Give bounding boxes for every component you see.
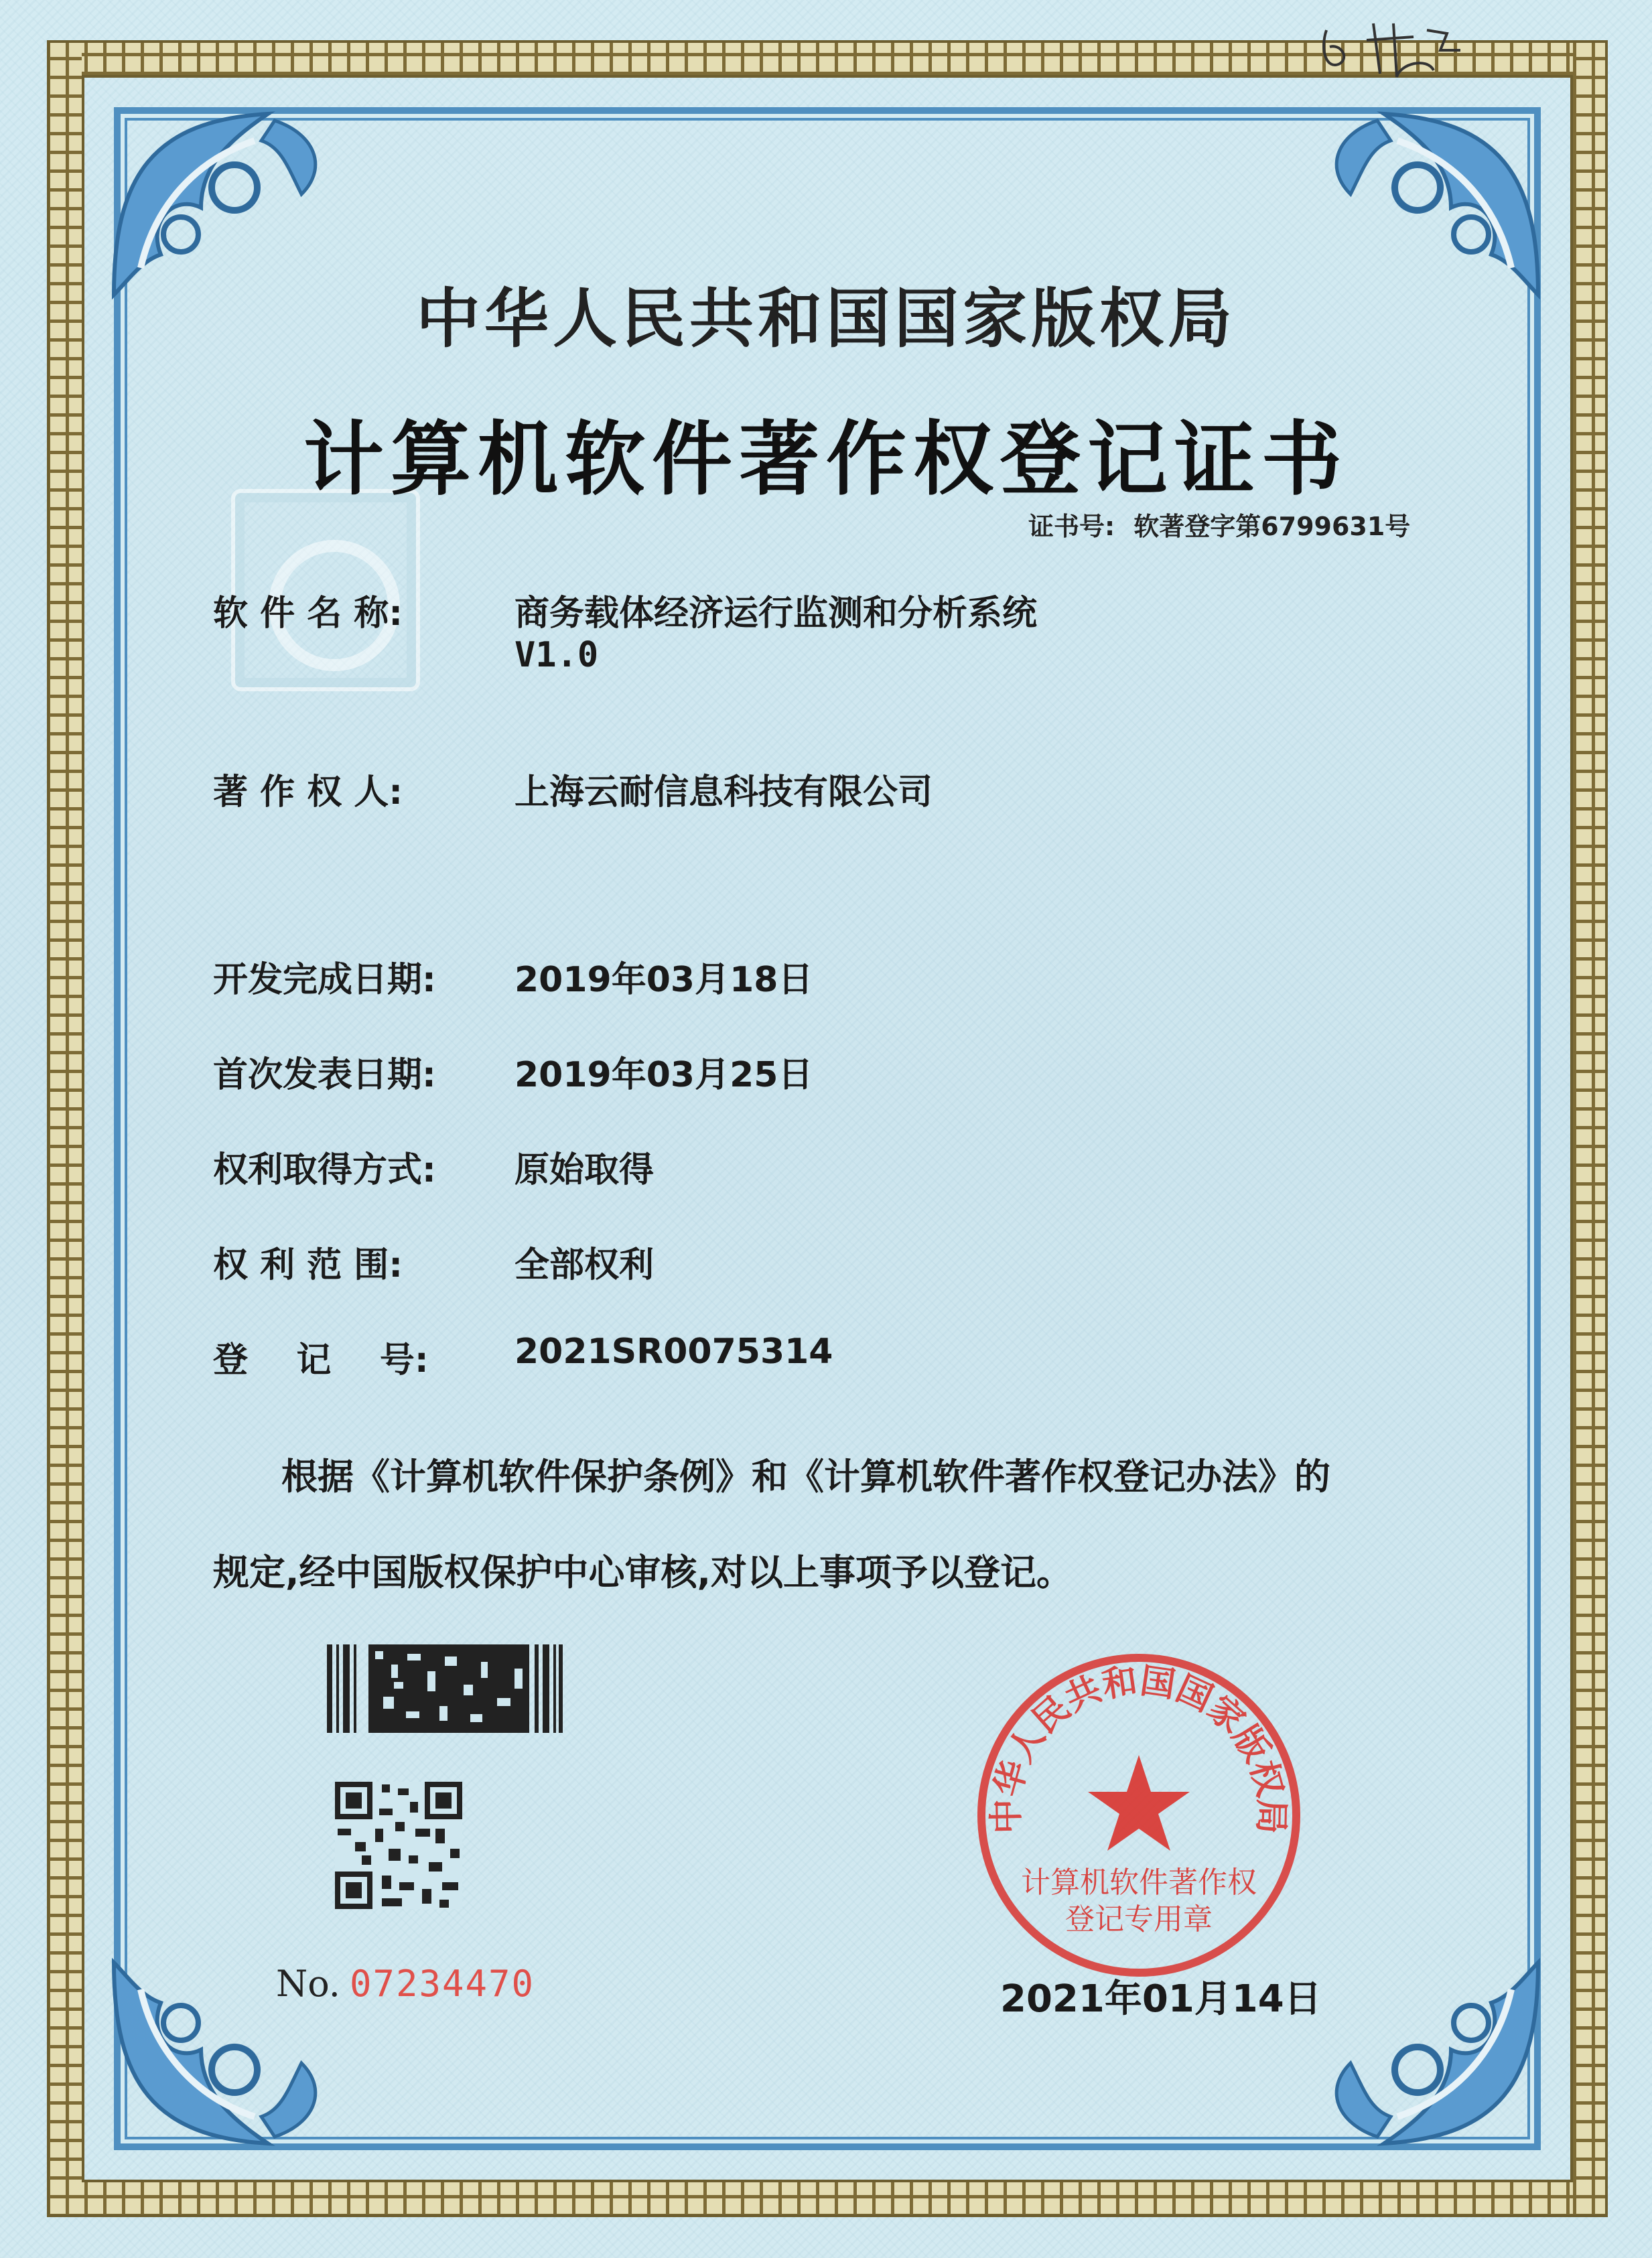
field-value: 商务载体经济运行监测和分析系统 [514,593,1038,634]
field-label: 软 件 名 称: [213,593,403,634]
field-value: 上海云耐信息科技有限公司 [514,772,933,813]
seal-inner-line-2: 登记专用章 [1065,1902,1213,1936]
barcode [327,1644,563,1733]
field-label: 开发完成日期: [213,960,436,1000]
field-label: 首次发表日期: [213,1055,436,1095]
serial-number-value: 07234470 [349,1963,535,2005]
handwritten-mark [1313,10,1487,90]
field-rights-scope [213,1237,655,1287]
serial-prefix: No. [276,1963,340,2005]
certificate-number-label: 证书号: [1028,512,1115,541]
field-value: 2019年03月25日 [514,1055,813,1095]
seal-inner-line-1: 计算机软件著作权 [1021,1865,1257,1900]
issue-date: 2021年01月14日 [1000,1977,1322,2021]
seal-outer-text: 中华人民共和国国家版权局 [986,1661,1292,1835]
field-value: 全部权利 [514,1245,655,1285]
software-version: V1.0 [514,635,599,675]
qr-code [335,1782,462,1909]
certificate-title: 计算机软件著作权登记证书 [303,412,1349,506]
issuing-authority: 中华人民共和国国家版权局 [416,281,1236,356]
field-registration-number [213,1332,833,1382]
field-label: 权利取得方式: [213,1150,436,1190]
certificate-number-value: 软著登字第6799631号 [1133,512,1411,541]
field-label: 著 作 权 人: [213,772,403,813]
statement-line-2: 规定,经中国版权保护中心审核,对以上事项予以登记。 [213,1551,1073,1594]
statement-line-1: 根据《计算机软件保护条例》和《计算机软件著作权登记办法》的 [281,1456,1330,1498]
field-copyright-owner [213,764,933,814]
field-value: 原始取得 [514,1150,655,1190]
field-value: 2021SR0075314 [514,1332,833,1372]
field-completion-date [213,951,813,1001]
field-label: 登 记 号: [213,1340,429,1381]
field-label: 权 利 范 围: [213,1245,403,1285]
field-acquisition-method [213,1141,655,1192]
corner-ornament-bottom-right [1310,1943,1552,2164]
official-seal [965,1641,1313,1989]
certificate-number [1028,506,1410,543]
field-value: 2019年03月18日 [514,960,813,1000]
serial-number [276,1963,535,2005]
field-software-name [213,585,1038,635]
field-publication-date [213,1046,813,1097]
